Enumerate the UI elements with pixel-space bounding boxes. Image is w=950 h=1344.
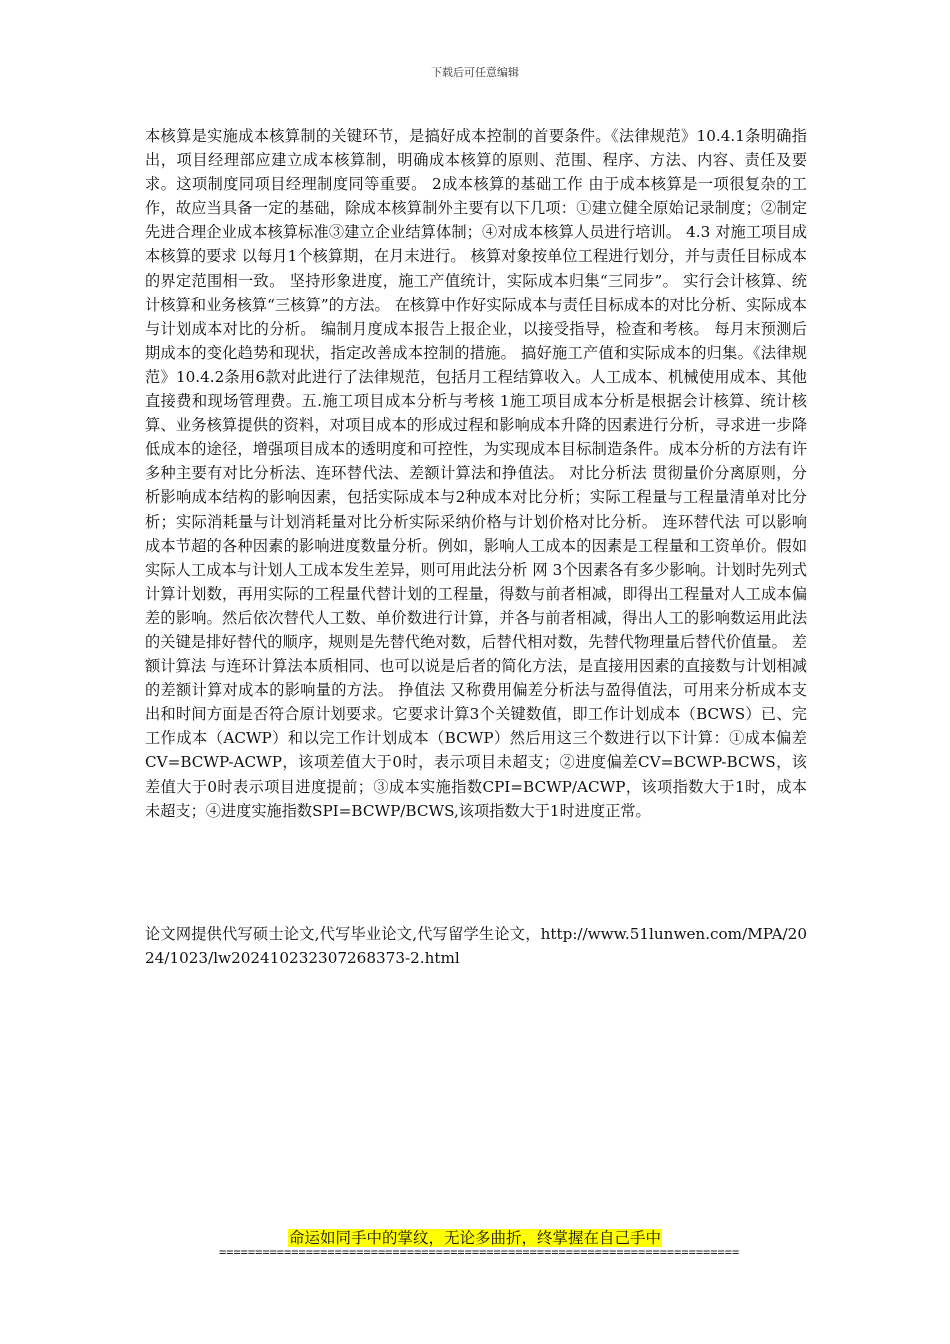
body-paragraph: 本核算是实施成本核算制的关键环节，是搞好成本控制的首要条件。《法律规范》10.4.1条明确指出，项目经理部应建立成本核算制，明确成本核算的原则、范围、程序、方法、内容、责任及要求。这项制度同项目经理制度同等重要。 2成本核算的基础工作 由于成本核算是一项很复杂的工作，故应当具备一定的基础，除成本核算制外主要有以下几项：①建立健全原始记录制度；②制定先进合理企业成本核算标准③建立企业结算体制；④对成本核算人员进行培训。 4.3 对施工项目成本核算的要求 以每月1个核算期，在月末进行。 核算对象按单位工程进行划分，并与责任目标成本的界定范围相一致。 坚持形象进度，施工产值统计，实际成本归集“三同步”。 实行会计核算、统计核算和业务核算“三核算”的方法。 在核算中作好实际成本与责任目标成本的对比分析、实际成本与计划成本对比的分析。 编制月度成本报告上报企业，以接受指导，检查和考核。 每月末预测后期成本的变化趋势和现状，指定改善成本控制的措施。 搞好施工产值和实际成本的归集。《法律规范》10.4.2条用6款对此进行了法律规范，包括月工程结算收入。人工成本、机械使用成本、其他直接费和现场管理费。五.施工项目成本分析与考核 1施工项目成本分析是根据会计核算、统计核算、业务核算提供的资料，对项目成本的形成过程和影响成本升降的因素进行分析，寻求进一步降低成本的途径，增强项目成本的透明度和可控性，为实现成本目标制造条件。成本分析的方法有许多种主要有对比分析法、连环替代法、差额计算法和挣值法。 对比分析法 贯彻量价分离原则，分析影响成本结构的影响因素，包括实际成本与2种成本对比分析；实际工程量与工程量清单对比分析；实际消耗量与计划消耗量对比分析实际采纳价格与计划价格对比分析。 连环替代法 可以影响成本节超的各种因素的影响进度数量分析。例如，影响人工成本的因素是工程量和工资单价。假如实际人工成本与计划人工成本发生差异，则可用此法分析 网 3个因素各有多少影响。计划时先列式计算计划数，再用实际的工程量代替计划的工程量，得数与前者相减，即得出工程量对人工成本偏差的影响。然后依次替代人工数、单价数进行计算，并各与前者相减，得出人工的影响数运用此法的关键是排好替代的顺序，规则是先替代绝对数，后替代相对数，先替代物理量后替代价值量。 差额计算法 与连环计算法本质相同、也可以说是后者的简化方法，是直接用因素的直接数与计划相减的差额计算对成本的影响量的方法。 挣值法 又称费用偏差分析法与盈得值法，可用来分析成本支出和时间方面是否符合原计划要求。它要求计算3个关键数值，即工作计划成本（BCWS）已、完工作成本（ACWP）和以完工作计划成本（BCWP）然后用这三个数进行以下计算：①成本偏差CV=BCWP-ACWP，该项差值大于0时，表示项目未超支；②进度偏差CV=BCWP-BCWS，该差值大于0时表示项目进度提前；③成本实施指数CPI=BCWP/ACWP，该项指数大于1时，成本未超支；④进度实施指数SPI=BCWP/BCWS,该项指数大于1时进度正常。: [145, 127, 807, 820]
source-line: 论文网提供代写硕士论文,代写毕业论文,代写留学生论文，http://www.51lunwen.com/MPA/2024/1023/lw202410232307268373-2.html: [145, 925, 807, 968]
footer-motto-text: 命运如同手中的掌纹，无论多曲折，终掌握在自己手中: [288, 1229, 661, 1247]
footer-rule: ========================================================================: [219, 1245, 740, 1259]
page-header: 下载后可任意编辑: [431, 66, 519, 79]
